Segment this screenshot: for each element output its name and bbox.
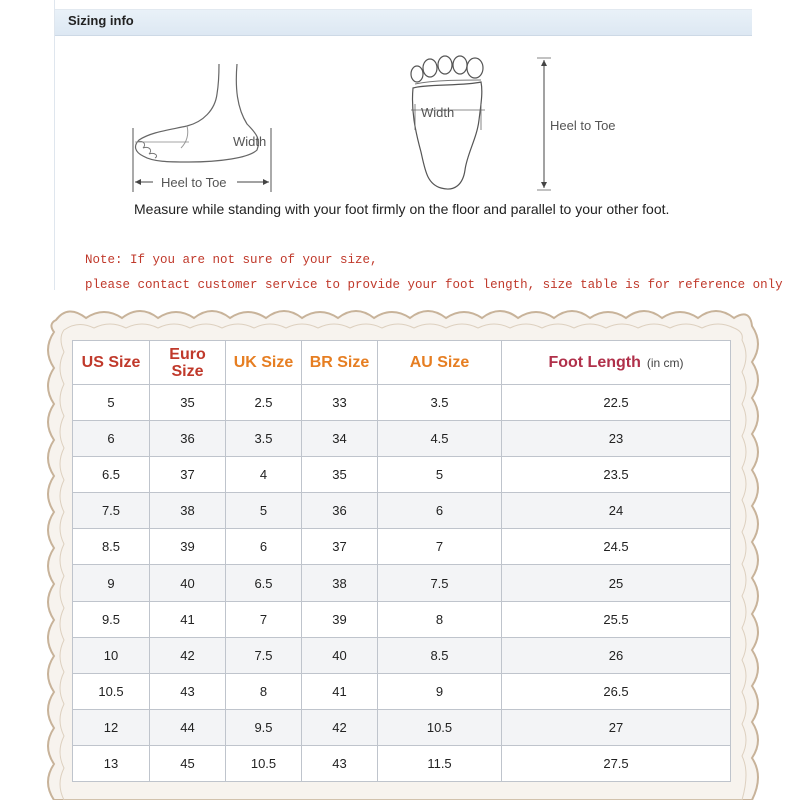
cell-uk: 4: [226, 457, 302, 493]
foot-sole-view-illustration: [405, 54, 616, 196]
cell-us: 8.5: [73, 529, 150, 565]
note-line-2: please contact customer service to provide your foot length, size table is for reference only: [85, 278, 783, 292]
cell-uk: 8: [226, 673, 302, 709]
cell-euro: 41: [150, 601, 226, 637]
cell-euro: 35: [150, 385, 226, 421]
cell-au: 8.5: [378, 637, 502, 673]
cell-au: 11.5: [378, 745, 502, 781]
table-row: [73, 457, 731, 493]
cell-au: 5: [378, 457, 502, 493]
cell-foot-length: 24: [502, 493, 731, 529]
cell-br: 35: [302, 457, 378, 493]
header-br-size: BR Size: [302, 341, 378, 385]
cell-us: 13: [73, 745, 150, 781]
cell-us: 7.5: [73, 493, 150, 529]
header-us-size: US Size: [73, 341, 150, 385]
table-row: [73, 385, 731, 421]
cell-au: 9: [378, 673, 502, 709]
cell-uk: 6: [226, 529, 302, 565]
cell-us: 9: [73, 565, 150, 601]
sole-width-label: Width: [421, 105, 455, 120]
cell-us: 10.5: [73, 673, 150, 709]
cell-au: 10.5: [378, 709, 502, 745]
cell-au: 6: [378, 493, 502, 529]
header-euro-size: [150, 341, 226, 385]
table-row: [73, 673, 731, 709]
cell-au: 7: [378, 529, 502, 565]
cell-foot-length: 25: [502, 565, 731, 601]
cell-euro: 42: [150, 637, 226, 673]
cell-uk: 7: [226, 601, 302, 637]
cell-uk: 9.5: [226, 709, 302, 745]
table-row: [73, 745, 731, 781]
cell-br: 42: [302, 709, 378, 745]
header-euro-line2: Size: [171, 362, 204, 380]
cell-au: 7.5: [378, 565, 502, 601]
cell-foot-length: 25.5: [502, 601, 731, 637]
sizing-info-header: [55, 9, 752, 36]
table-row: [73, 421, 731, 457]
cell-br: 36: [302, 493, 378, 529]
side-heel-to-toe-label: Heel to Toe: [161, 175, 227, 190]
sole-heel-to-toe-label: Heel to Toe: [550, 118, 616, 133]
cell-euro: 39: [150, 529, 226, 565]
cell-euro: 43: [150, 673, 226, 709]
cell-foot-length: 27.5: [502, 745, 731, 781]
cell-us: 10: [73, 637, 150, 673]
header-au-size: AU Size: [378, 341, 502, 385]
cell-euro: 38: [150, 493, 226, 529]
cell-uk: 5: [226, 493, 302, 529]
sizing-info-title: Sizing info: [68, 13, 134, 28]
measure-instruction: Measure while standing with your foot firmly on the floor and parallel to your other foot.: [134, 201, 670, 217]
size-table: [72, 340, 731, 782]
cell-uk: 2.5: [226, 385, 302, 421]
cell-euro: 45: [150, 745, 226, 781]
table-row: [73, 709, 731, 745]
cell-br: 38: [302, 565, 378, 601]
cell-euro: 37: [150, 457, 226, 493]
cell-foot-length: 23.5: [502, 457, 731, 493]
cell-us: 5: [73, 385, 150, 421]
cell-uk: 7.5: [226, 637, 302, 673]
table-row: [73, 565, 731, 601]
cell-euro: 40: [150, 565, 226, 601]
cell-us: 12: [73, 709, 150, 745]
cell-br: 37: [302, 529, 378, 565]
cell-au: 4.5: [378, 421, 502, 457]
cell-foot-length: 23: [502, 421, 731, 457]
table-row: [73, 493, 731, 529]
cell-foot-length: 22.5: [502, 385, 731, 421]
cell-foot-length: 24.5: [502, 529, 731, 565]
table-header-row: [73, 341, 731, 385]
cell-us: 9.5: [73, 601, 150, 637]
side-width-label: Width: [233, 134, 267, 149]
header-foot-length-label: Foot Length: [548, 353, 641, 371]
cell-uk: 6.5: [226, 565, 302, 601]
table-row: [73, 601, 731, 637]
cell-uk: 3.5: [226, 421, 302, 457]
table-row: [73, 637, 731, 673]
header-euro-line1: Euro: [169, 345, 206, 363]
sizing-info-panel: [54, 0, 752, 290]
note-line-1: Note: If you are not sure of your size,: [85, 253, 378, 267]
cell-us: 6.5: [73, 457, 150, 493]
cell-au: 3.5: [378, 385, 502, 421]
cell-br: 33: [302, 385, 378, 421]
cell-br: 41: [302, 673, 378, 709]
cell-foot-length: 27: [502, 709, 731, 745]
cell-us: 6: [73, 421, 150, 457]
cell-br: 39: [302, 601, 378, 637]
table-row: [73, 529, 731, 565]
foot-side-view-illustration: [129, 58, 309, 198]
cell-euro: 44: [150, 709, 226, 745]
cell-foot-length: 26: [502, 637, 731, 673]
header-foot-length: [502, 341, 731, 385]
cell-br: 43: [302, 745, 378, 781]
cell-br: 40: [302, 637, 378, 673]
cell-euro: 36: [150, 421, 226, 457]
header-uk-size: UK Size: [226, 341, 302, 385]
cell-uk: 10.5: [226, 745, 302, 781]
cell-au: 8: [378, 601, 502, 637]
cell-br: 34: [302, 421, 378, 457]
header-foot-length-unit: (in cm): [646, 355, 684, 370]
cell-foot-length: 26.5: [502, 673, 731, 709]
